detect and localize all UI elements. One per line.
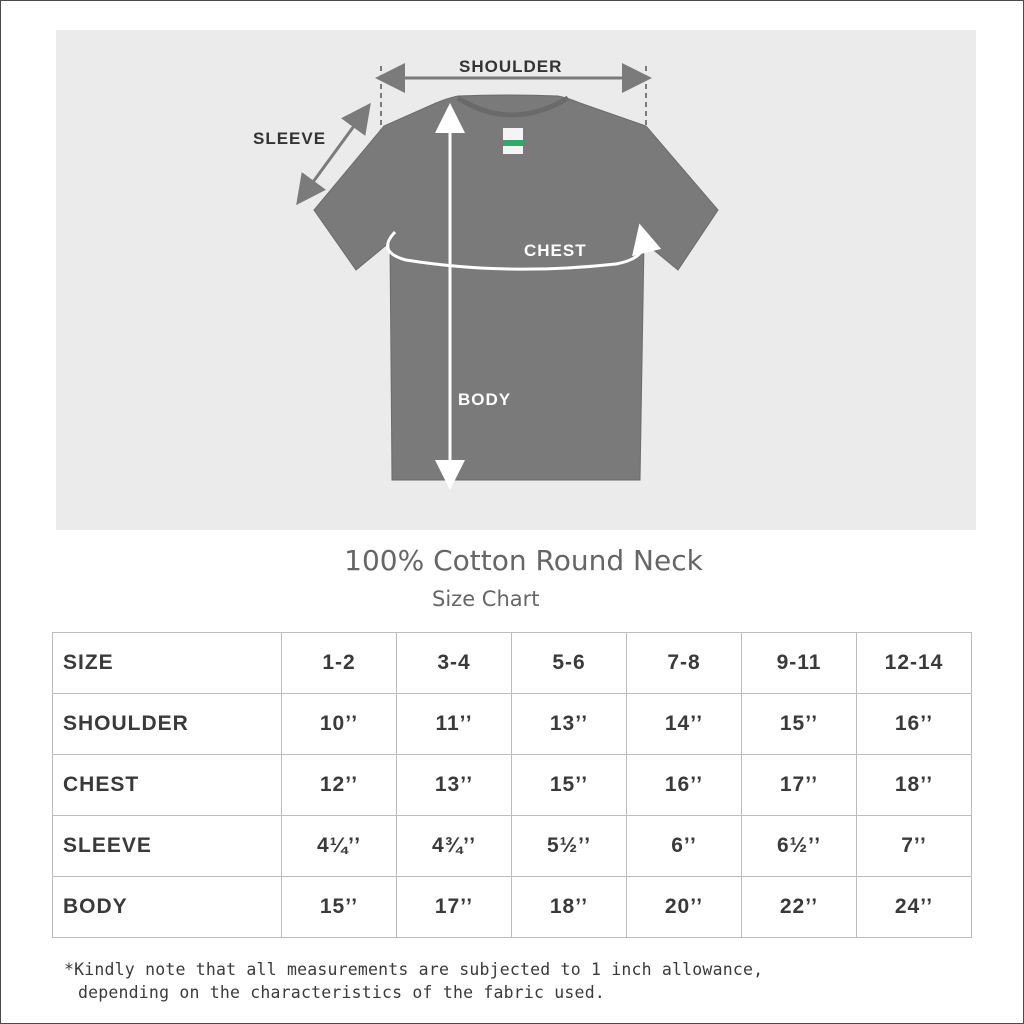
table-cell: 15’’ [282, 877, 397, 938]
table-cell: 13’’ [512, 694, 627, 755]
table-cell: 6’’ [627, 816, 742, 877]
row-label: BODY [53, 877, 282, 938]
table-cell: 24’’ [857, 877, 972, 938]
table-cell: 4¾’’ [397, 816, 512, 877]
page-title: 100% Cotton Round Neck [344, 544, 703, 577]
note-line: depending on the characteristics of the fabric used. [78, 983, 605, 1002]
table-row [53, 694, 972, 755]
body-label: BODY [458, 390, 512, 409]
table-cell: 5½’’ [512, 816, 627, 877]
table-cell: 14’’ [627, 694, 742, 755]
tshirt-illustration [56, 30, 976, 530]
table-cell: 7’’ [857, 816, 972, 877]
table-cell: 22’’ [742, 877, 857, 938]
tshirt-diagram [56, 30, 976, 530]
table-cell: 17’’ [742, 755, 857, 816]
allowance-note [64, 958, 763, 1004]
table-cell: 4¼’’ [282, 816, 397, 877]
table-cell: 10’’ [282, 694, 397, 755]
table-cell: 15’’ [512, 755, 627, 816]
size-cell: 5-6 [512, 633, 627, 694]
table-cell: 18’’ [512, 877, 627, 938]
table-row [53, 877, 972, 938]
size-cell: 12-14 [857, 633, 972, 694]
size-cell: 7-8 [627, 633, 742, 694]
table-cell: 17’’ [397, 877, 512, 938]
row-label: SLEEVE [53, 816, 282, 877]
table-cell: 18’’ [857, 755, 972, 816]
row-label: CHEST [53, 755, 282, 816]
table-cell: 15’’ [742, 694, 857, 755]
table-row [53, 816, 972, 877]
table-header-row [53, 633, 972, 694]
page-subtitle: Size Chart [432, 587, 540, 611]
table-cell: 11’’ [397, 694, 512, 755]
size-cell: 9-11 [742, 633, 857, 694]
size-header: SIZE [53, 633, 282, 694]
table-cell: 16’’ [627, 755, 742, 816]
table-cell: 13’’ [397, 755, 512, 816]
table-cell: 6½’’ [742, 816, 857, 877]
table-cell: 16’’ [857, 694, 972, 755]
chest-label: CHEST [524, 241, 587, 260]
shoulder-label: SHOULDER [459, 57, 563, 76]
note-line: *Kindly note that all measurements are subjected to 1 inch allowance, [64, 960, 764, 979]
table-row [53, 755, 972, 816]
size-cell: 1-2 [282, 633, 397, 694]
sleeve-label: SLEEVE [253, 129, 327, 148]
row-label: SHOULDER [53, 694, 282, 755]
table-cell: 20’’ [627, 877, 742, 938]
size-chart-table [52, 632, 972, 938]
table-cell: 12’’ [282, 755, 397, 816]
size-cell: 3-4 [397, 633, 512, 694]
